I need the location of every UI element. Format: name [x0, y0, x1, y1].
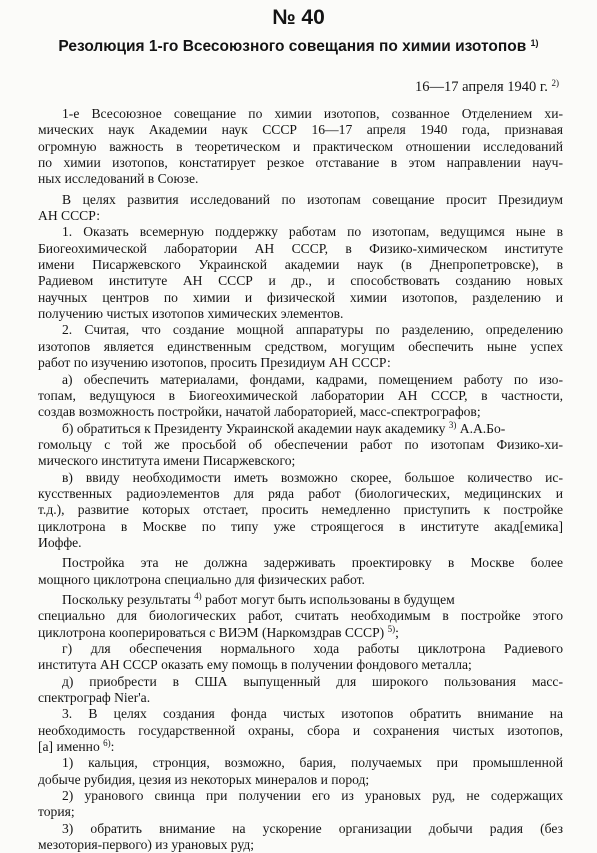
text-line: мезотория-первого) из урановых руд; — [38, 837, 255, 853]
text-line: Постройка эта не должна задерживать проектировку в Москве более — [62, 555, 563, 571]
text-line: г) для обеспечения нормального хода работы циклотрона Радиевого — [62, 641, 563, 656]
text-line: топам, ведущуюся в Биогеохимической лаборатории АН СССР, в частности, — [38, 387, 563, 403]
text-fragment: ; — [395, 624, 399, 640]
text-fragment: [а] именно — [38, 739, 100, 755]
text-line: научных центров по химии и физической химии изотопов, разделению и — [38, 289, 563, 305]
footnote-marker: 1) — [530, 38, 539, 48]
text-line: 1) кальция, стронция, возможно, бария, получаемых при промышленной — [62, 755, 563, 771]
document-title — [0, 38, 597, 56]
text-line: необходимость государственной охраны, сбора и сохранения чистых изотопов, — [38, 722, 563, 738]
text-line: получению чистых изотопов химических элементов. — [38, 306, 344, 322]
text-line: мических наук Академии наук СССР 16—17 апреля 1940 года, признавая — [38, 122, 563, 138]
footnote-marker: 3) — [448, 419, 457, 430]
text-line: 3) обратить внимание на ускорение организации добычи радия (без — [62, 820, 563, 836]
text-line: 2. Считая, что создание мощной аппаратуры по разделению, определению — [62, 322, 563, 338]
text-line: имени Писаржевского Украинской академии наук (в Днепропетровске), в — [38, 257, 563, 273]
text-line: а) обеспечить материалами, фондами, кадрами, помещением работу по изо- — [62, 371, 563, 387]
text-fragment: циклотрона кооперироваться с ВИЭМ (Наркомздрав СССР) — [38, 624, 385, 640]
text-line: т.д.), развитие которых отстает, просить немедленно приступить к постройке — [38, 502, 563, 518]
text-line: Биогеохимической лаборатории АН СССР, в Физико-химическом институте — [38, 240, 563, 256]
text-line: в) ввиду необходимости иметь возможно скорее, большое количество ис- — [62, 469, 563, 485]
text-fragment: Поскольку результаты — [62, 591, 191, 607]
text-line: добыче рубидия, цезия из некоторых минералов и пород; — [38, 771, 370, 787]
text-line: мощного циклотрона специально для физических работ. — [38, 571, 365, 587]
footnote-marker: 2) — [551, 78, 559, 88]
text-line: мического института имени Писаржевского; — [38, 453, 296, 469]
text-line: по химии изотопов, констатирует резкое отставание в этом направлении науч- — [38, 155, 563, 171]
text-line — [38, 592, 563, 608]
text-line: создав возможность постройки, начатой лабораторией, масс-спектрографов; — [38, 404, 481, 420]
text-line: 1-е Всесоюзное совещание по химии изотопов, созванное Отделением хи- — [62, 106, 563, 121]
footnote-marker: 4) — [194, 590, 202, 601]
text-line: огромную важность в теоретическом и практическом отношении исследований — [38, 138, 563, 154]
text-line: д) приобрести в США выпущенный для широкого пользования масс- — [62, 673, 563, 689]
text-line — [38, 421, 563, 437]
document-date — [415, 79, 559, 96]
document-title-text: Резолюция 1-го Всесоюзного совещания по химии изотопов — [58, 38, 527, 55]
text-line: 3. В целях создания фонда чистых изотопов обратить внимание на — [62, 706, 563, 722]
text-line: 1. Оказать всемерную поддержку работам по изотопам, ведущимся ныне в — [62, 224, 563, 240]
document-date-text: 16—17 апреля 1940 г. — [414, 79, 548, 95]
document-number: № 40 — [272, 6, 325, 29]
text-line — [38, 625, 563, 641]
text-line: кусственных радиоэлементов для ряда работ (биологических, медицинских и — [38, 485, 563, 501]
resolution-body — [38, 106, 563, 853]
text-fragment: б) обратиться к Президенту Украинской академии наук академику — [62, 420, 446, 436]
text-line: тория; — [38, 804, 75, 820]
footnote-marker: 5) — [387, 623, 396, 634]
text-line — [38, 739, 563, 755]
text-line: работ по изучению изотопов, просить Президиум АН СССР: — [38, 355, 391, 371]
text-fragment: А.А.Бо- — [459, 420, 506, 436]
text-line: циклотрона в Москве по типу уже строящегося в институте акад[емика] — [38, 518, 563, 534]
text-line: института АН СССР оказать ему помощь в получении фондового металла; — [38, 657, 472, 673]
text-line: АН СССР: — [38, 208, 101, 224]
text-line: Радиевом институте АН СССР и др., и способствовать созданию новых — [38, 273, 563, 289]
text-line: Иоффе. — [38, 534, 82, 550]
text-line: ных исследований в Союзе. — [38, 171, 199, 187]
text-line: изотопов является единственным средством, могущим обеспечить ныне успех — [38, 338, 563, 354]
text-line: гомольцу с той же просьбой об обеспечении работ по изотопам Физико-хи- — [38, 436, 563, 452]
text-line: специально для биологических работ, считать необходимым в постройке этого — [38, 608, 563, 624]
footnote-marker: 6) — [103, 738, 111, 749]
text-line: В целях развития исследований по изотопам совещание просит Президиум — [62, 191, 563, 207]
text-line: 2) уранового свинца при получении его из урановых руд, не содержащих — [62, 788, 563, 804]
text-fragment: работ могут быть использованы в будущем — [205, 591, 455, 607]
text-line: спектрограф Nier'a. — [38, 690, 151, 706]
text-fragment: : — [110, 739, 115, 755]
